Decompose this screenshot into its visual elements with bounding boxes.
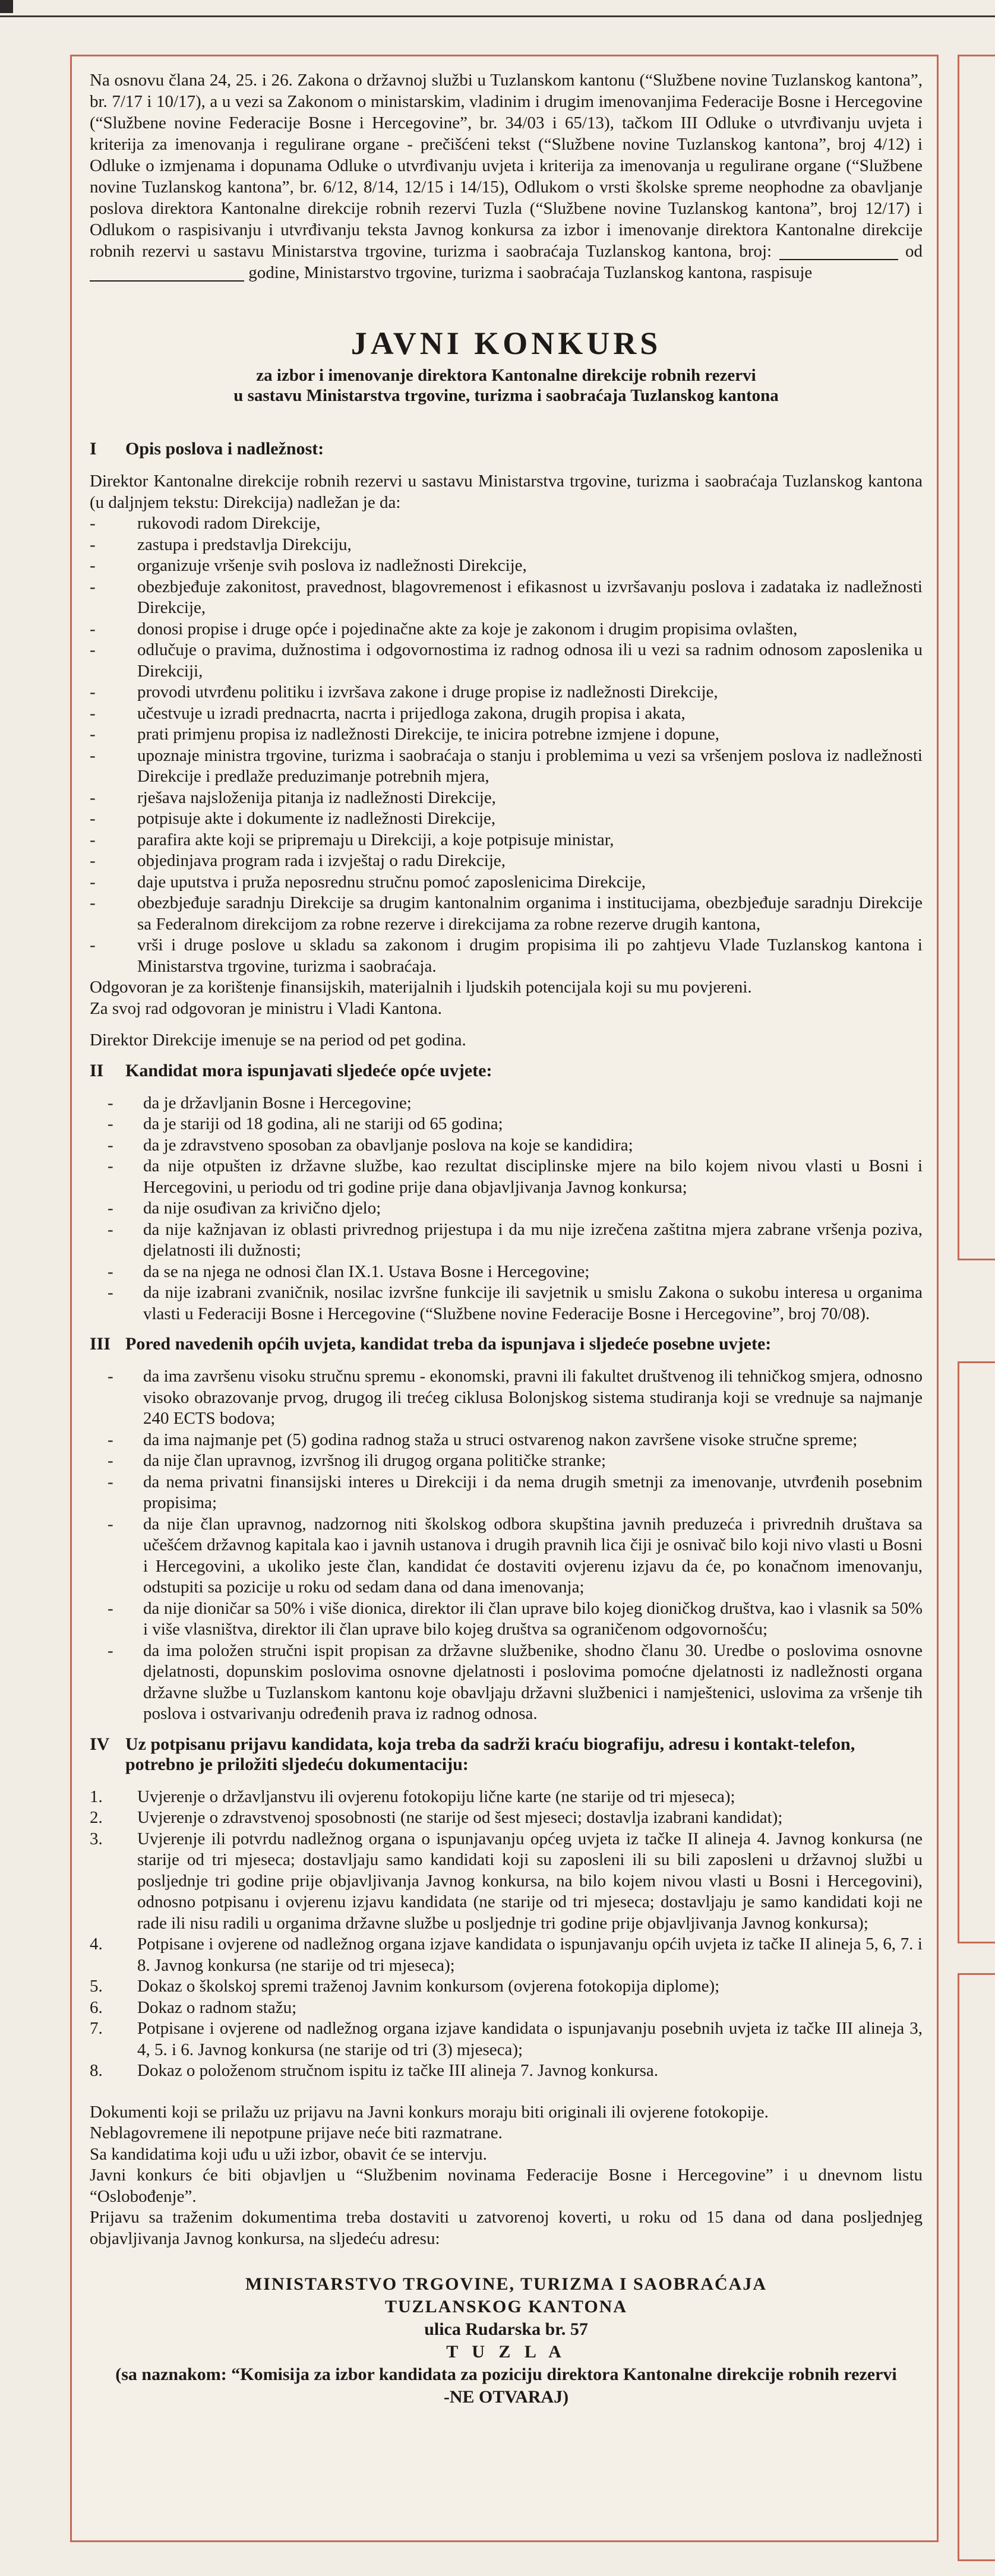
- list-item: [90, 2060, 923, 2082]
- list-item: - prati primjenu propisa iz nadležnosti Direkcije, te inicira potrebne izmjene i dopune,: [90, 724, 923, 745]
- list-item: - da nije član upravnog, izvršnog ili drugog organa političke stranke;: [90, 1450, 923, 1472]
- term-note: Direktor Direkcije imenuje se na period od pet godina.: [90, 1031, 466, 1050]
- section-4-heading: [90, 1734, 923, 1775]
- list-item: - obezbjeđuje zakonitost, pravednost, blagovremenost i efikasnost u izvršavanju poslova i zadataka iz nadležnosti Direkcije,: [90, 577, 923, 619]
- list-item: - vrši i druge poslove u skladu sa zakonom i drugim propisima ili po zahtjevu Vlade Tuzlanskog kantona i Ministarstva trgovine, turizma i saobraćaja.: [90, 935, 923, 977]
- list-item: - potpisuje akte i dokumente iz nadležnosti Direkcije,: [90, 808, 923, 830]
- job-announcement-box: [70, 55, 939, 2542]
- section-1-title: Opis poslova i nadležnost:: [125, 439, 324, 459]
- list-item: - da je državljanin Bosne i Hercegovine;: [90, 1093, 923, 1114]
- address-canton: TUZLANSKOG KANTONA: [384, 2297, 627, 2316]
- closing-line: Neblagovremene ili nepotpune prijave neće biti razmatrane.: [90, 2123, 503, 2142]
- list-item: - donosi propise i druge opće i pojedinačne akte za koje je zakonom i drugim propisima ovlašten,: [90, 619, 923, 640]
- list-item: - da nije kažnjavan iz oblasti privrednog prijestupa i da mu nije izrečena zaštitna mjera zabrane vršenja poziva, djelatnosti ili dužnosti;: [90, 1219, 923, 1262]
- list-item: [90, 1976, 923, 1997]
- item-text: Dokaz o radnom stažu;: [137, 1997, 297, 2017]
- item-number: 1.: [90, 1787, 103, 1806]
- section-3-number: III: [90, 1334, 111, 1354]
- adjacent-box-3: [958, 1973, 995, 2561]
- item-number: 7.: [90, 2019, 103, 2038]
- list-item: - da ima položen stručni ispit propisan za državne službenike, shodno članu 30. Uredbe o poslovima osnovne djelatnosti, dopunskim poslovima osnovne djelatnosti i poslovima pomoćne djelatnosti iz nadležnosti organa državne službe u Tuzlanskom kantonu koje obavljaju državni službenici i namještenici, uslovima za vršenje tih poslova i ostvarivanju određenih prava iz radnog odnosa.: [90, 1641, 923, 1725]
- item-text: Uvjerenje o državljanstvu ili ovjerenu fotokopiju lične karte (ne starije od tri mjeseca);: [137, 1787, 735, 1806]
- closing-line: Dokumenti koji se prilažu uz prijavu na Javni konkurs moraju biti originali ili ovjerene fotokopije.: [90, 2102, 769, 2122]
- list-item: - daje uputstva i pruža neposrednu stručnu pomoć zaposlenicima Direkcije,: [90, 872, 923, 893]
- list-item: - učestvuje u izradi prednacrta, nacrta i prijedloga zakona, drugih propisa i akata,: [90, 703, 923, 725]
- closing-notes: [90, 2102, 923, 2250]
- general-conditions-list: [90, 1093, 923, 1325]
- item-text: Uvjerenje o zdravstvenoj sposobnosti (ne starije od šest mjeseci; dostavlja izabrani kandidat);: [137, 1808, 783, 1827]
- list-item: - da je zdravstveno sposoban za obavljanje poslova na koje se kandidira;: [90, 1135, 923, 1156]
- adjacent-box-2: [958, 1361, 995, 1943]
- required-documents-list: [90, 1787, 923, 2082]
- duties-list: [90, 513, 923, 977]
- responsibility-note: Odgovoran je za korištenje finansijskih, materijalnih i ljudskih potencijala koji su mu povjereni.: [90, 978, 752, 997]
- list-item: [90, 1934, 923, 1976]
- section-4-title: Uz potpisanu prijavu kandidata, koja treba da sadrži kraću biografiju, adresu i kontakt-telefon, potrebno je priložiti sljedeću dokumentaciju:: [125, 1734, 855, 1774]
- blank-date-line: [90, 264, 244, 282]
- intro-od: od: [905, 242, 923, 261]
- announcement-title: JAVNI KONKURS: [350, 325, 662, 361]
- page-top-bar: [0, 0, 995, 18]
- list-item: - zastupa i predstavlja Direkciju,: [90, 535, 923, 556]
- intro-tail: godine, Ministarstvo trgovine, turizma i saobraćaja Tuzlanskog kantona, raspisuje: [248, 263, 813, 282]
- blank-number-line: [779, 242, 898, 260]
- closing-line: Sa kandidatima koji uđu u uži izbor, obavit će se intervju.: [90, 2144, 487, 2164]
- item-text: Dokaz o položenom stručnom ispitu iz tačke III alineja 7. Javnog konkursa.: [137, 2061, 659, 2080]
- item-number: 2.: [90, 1808, 103, 1827]
- list-item: [90, 2018, 923, 2060]
- list-item: - da nije otpušten iz državne službe, kao rezultat disciplinske mjere na bilo kojem nivou vlasti u Bosni i Hercegovini, u periodu od tri godine prije dana objavljivanja Javnog konkursa;: [90, 1156, 923, 1198]
- announcement-content: [90, 69, 923, 2409]
- address-ministry: MINISTARSTVO TRGOVINE, TURIZMA I SAOBRAĆAJA: [245, 2274, 767, 2294]
- section-3-heading: [90, 1334, 923, 1354]
- envelope-note: (sa naznakom: “Komisija za izbor kandidata za poziciju direktora Kantonalne direkcije robnih rezervi: [115, 2365, 897, 2384]
- item-number: 5.: [90, 1977, 103, 1996]
- item-text: Uvjerenje ili potvrdu nadležnog organa o ispunjavanju općeg uvjeta iz tačke II alineja 4. Javnog konkursa (ne starije od tri mjeseca; dostavljaju samo kandidati koji su zaposleni ili su bili zaposleni u državnoj službi u posljednje tri godine prije objavljivanja Javnog konkursa, na bilo kojem nivou vlasti u Bosni i Hercegovini), odnosno potpisanu i ovjerenu izjavu kandidata (ne starije od tri mjeseca; dostavljaju je samo kandidati koji ne rade ili nisu radili u organima državne službe u posljednje tri godine prije objavljivanja Javnog konkursa);: [137, 1829, 923, 1933]
- list-item: - da se na njega ne odnosi član IX.1. Ustava Bosne i Hercegovine;: [90, 1262, 923, 1283]
- list-item: [90, 1807, 923, 1829]
- address-street: ulica Rudarska br. 57: [424, 2319, 588, 2339]
- top-rule: [0, 15, 995, 17]
- item-text: Dokaz o školskoj spremi traženoj Javnim konkursom (ovjerena fotokopija diplome);: [137, 1977, 720, 1996]
- adjacent-column-fragment: [958, 55, 995, 2561]
- item-number: 4.: [90, 1935, 103, 1954]
- special-conditions-list: [90, 1366, 923, 1725]
- section-2-heading: [90, 1061, 923, 1081]
- section-1-intro: Direktor Kantonalne direkcije robnih rezervi u sastavu Ministarstva trgovine, turizma i saobraćaja Tuzlanskog kantona (u daljnjem tekstu: Direkcija) nadležan je da:: [90, 472, 923, 512]
- legal-basis-paragraph: [90, 69, 923, 283]
- address-city: T U Z L A: [446, 2342, 566, 2362]
- section-3-title: Pored navedenih općih uvjeta, kandidat treba da ispunjava i sljedeće posebne uvjete:: [125, 1334, 772, 1354]
- list-item: - da nema privatni finansijski interes u Direkciji i da nema drugih smetnji za imenovanje, utvrđenih posebnim propisima;: [90, 1472, 923, 1514]
- intro-text: Na osnovu člana 24, 25. i 26. Zakona o državnoj službi u Tuzlanskom kantonu (“Službene novine Tuzlanskog kantona”, br. 7/17 i 10/17), a u vezi sa Zakonom o ministarskim, vladinim i drugim imenovanjima Federacije Bosne i Hercegovine (“Službene novine Federacije Bosne i Hercegovine”, br. 34/03 i 65/13), tačkom III Odluke o utvrđivanju uvjeta i kriterija za imenovanja i regulirane organe - prečišćeni tekst (“Službene novine Tuzlanskog kantona”, broj 4/12) i Odluke o izmjenama i dopunama Odluke o utvrđivanju uvjeta i kriterija za imenovanja u regulirane organe (“Službene novine Tuzlanskog kantona”, br. 6/12, 8/14, 12/15 i 14/15), Odlukom o vrsti školske spreme neophodne za obavljanje poslova direktora Kantonalne direkcije robnih rezervi Tuzla (“Službene novine Tuzlanskog kantona”, broj 12/17) i Odlukom o raspisivanju i utvrđivanju teksta Javnog konkursa za izbor i imenovanje direktora Kantonalne direkcije robnih rezervi u sastavu Ministarstva trgovine, turizma i saobraćaja Tuzlanskog kantona, broj:: [90, 71, 923, 261]
- list-item: - da je stariji od 18 godina, ali ne stariji od 65 godina;: [90, 1114, 923, 1135]
- list-item: - organizuje vršenje svih poslova iz nadležnosti Direkcije,: [90, 555, 923, 577]
- list-item: [90, 1787, 923, 1808]
- envelope-note-end: -NE OTVARAJ): [443, 2387, 569, 2407]
- section-2-number: II: [90, 1060, 104, 1080]
- list-item: [90, 1829, 923, 1935]
- section-1-number: I: [90, 439, 97, 459]
- announcement-subtitle-2: u sastavu Ministarstva trgovine, turizma i saobraćaja Tuzlanskog kantona: [233, 386, 779, 405]
- list-item: - da nije izabrani zvaničnik, nosilac izvršne funkcije ili savjetnik u smislu Zakona o sukobu interesa u organima vlasti u Federaciji Bosne i Hercegovine (“Službene novine Federacije Bosne i Hercegovine”, broj 70/08).: [90, 1282, 923, 1325]
- submission-address: [90, 2273, 923, 2409]
- list-item: - da ima završenu visoku stručnu spremu - ekonomski, pravni ili fakultet društvenog ili tehničkog smjera, odnosno visoko obrazovanje prvog, drugog ili trećeg ciklusa Bolonjskog sistema studiranja koji se vrednuje sa najmanje 240 ECTS bodova;: [90, 1366, 923, 1430]
- list-item: - obezbjeđuje saradnju Direkcije sa drugim kantonalnim organima i institucijama, obezbjeđuje saradnju Direkcije sa Federalnom direkcijom za robne rezerve i direkcijama za robne rezerve drugih kantona,: [90, 893, 923, 935]
- list-item: - parafira akte koji se pripremaju u Direkciji, a koje potpisuje ministar,: [90, 830, 923, 851]
- item-number: 6.: [90, 1997, 103, 2017]
- closing-line: Javni konkurs će biti objavljen u “Službenim novinama Federacije Bosne i Hercegovine” i u dnevnom listu “Oslobođenje”.: [90, 2166, 923, 2206]
- list-item: - odlučuje o pravima, dužnostima i odgovornostima iz radnog odnosa ili u vezi sa radnim odnosom zaposlenika u Direkciji,: [90, 640, 923, 682]
- item-text: Potpisane i ovjerene od nadležnog organa izjave kandidata o ispunjavanju posebnih uvjeta iz tačke III alineja 3, 4, 5. i 6. Javnog konkursa (ne starije od tri (3) mjeseca);: [137, 2019, 923, 2059]
- list-item: - objedinjava program rada i izvještaj o radu Direkcije,: [90, 851, 923, 872]
- list-item: - rješava najsloženija pitanja iz nadležnosti Direkcije,: [90, 788, 923, 809]
- list-item: [90, 1997, 923, 2019]
- accountability-note: Za svoj rad odgovoran je ministru i Vladi Kantona.: [90, 998, 443, 1018]
- announcement-subtitle-1: za izbor i imenovanje direktora Kantonalne direkcije robnih rezervi: [256, 366, 756, 385]
- item-number: 8.: [90, 2061, 103, 2080]
- item-number: 3.: [90, 1829, 103, 1848]
- list-item: - da nije osuđivan za krivično djelo;: [90, 1198, 923, 1219]
- list-item: - upoznaje ministra trgovine, turizma i saobraćaja o stanju i problemima u vezi sa vršenjem poslova iz nadležnosti Direkcije i predlaže preduzimanje potrebnih mjera,: [90, 745, 923, 788]
- adjacent-box-1: [958, 55, 995, 1260]
- list-item: - da nije dioničar sa 50% i više dionica, direktor ili član uprave bilo kojeg dioničkog društva, kao i vlasnik sa 50% i više vlasništva, direktor ili član uprave bilo kojeg društva sa ograničenom odgovornošću;: [90, 1598, 923, 1641]
- list-item: - da nije član upravnog, nadzornog niti školskog odbora skupština javnih preduzeća i privrednih društava sa učešćem državnog kapitala kao i javnih ustanova i drugih pravnih lica čiji je osnivač bilo koji nivo vlasti u Bosni i Hercegovini, a ukoliko jeste član, kandidat će dostaviti ovjerenu izjavu da će, po konačnom imenovanju, odstupiti sa pozicije u roku od sedam dana od dana imenovanja;: [90, 1514, 923, 1598]
- list-item: - provodi utvrđenu politiku i izvršava zakone i druge propise iz nadležnosti Direkcije,: [90, 682, 923, 703]
- section-4-number: IV: [90, 1734, 110, 1754]
- list-item: - rukovodi radom Direkcije,: [90, 513, 923, 535]
- item-text: Potpisane i ovjerene od nadležnog organa izjave kandidata o ispunjavanju općih uvjeta iz tačke II alineja 5, 6, 7. i 8. Javnog konkursa (ne starije od tri mjeseca);: [137, 1935, 923, 1975]
- section-1-heading: [90, 439, 923, 459]
- page-number-block: [0, 0, 13, 13]
- section-2-title: Kandidat mora ispunjavati sljedeće opće uvjete:: [125, 1060, 492, 1080]
- closing-line: Prijavu sa traženim dokumentima treba dostaviti u zatvorenoj koverti, u roku od 15 dana od dana posljednjeg objavljivanja Javnog konkursa, na sljedeću adresu:: [90, 2208, 923, 2248]
- list-item: - da ima najmanje pet (5) godina radnog staža u struci ostvarenog nakon završene visoke stručne spreme;: [90, 1430, 923, 1451]
